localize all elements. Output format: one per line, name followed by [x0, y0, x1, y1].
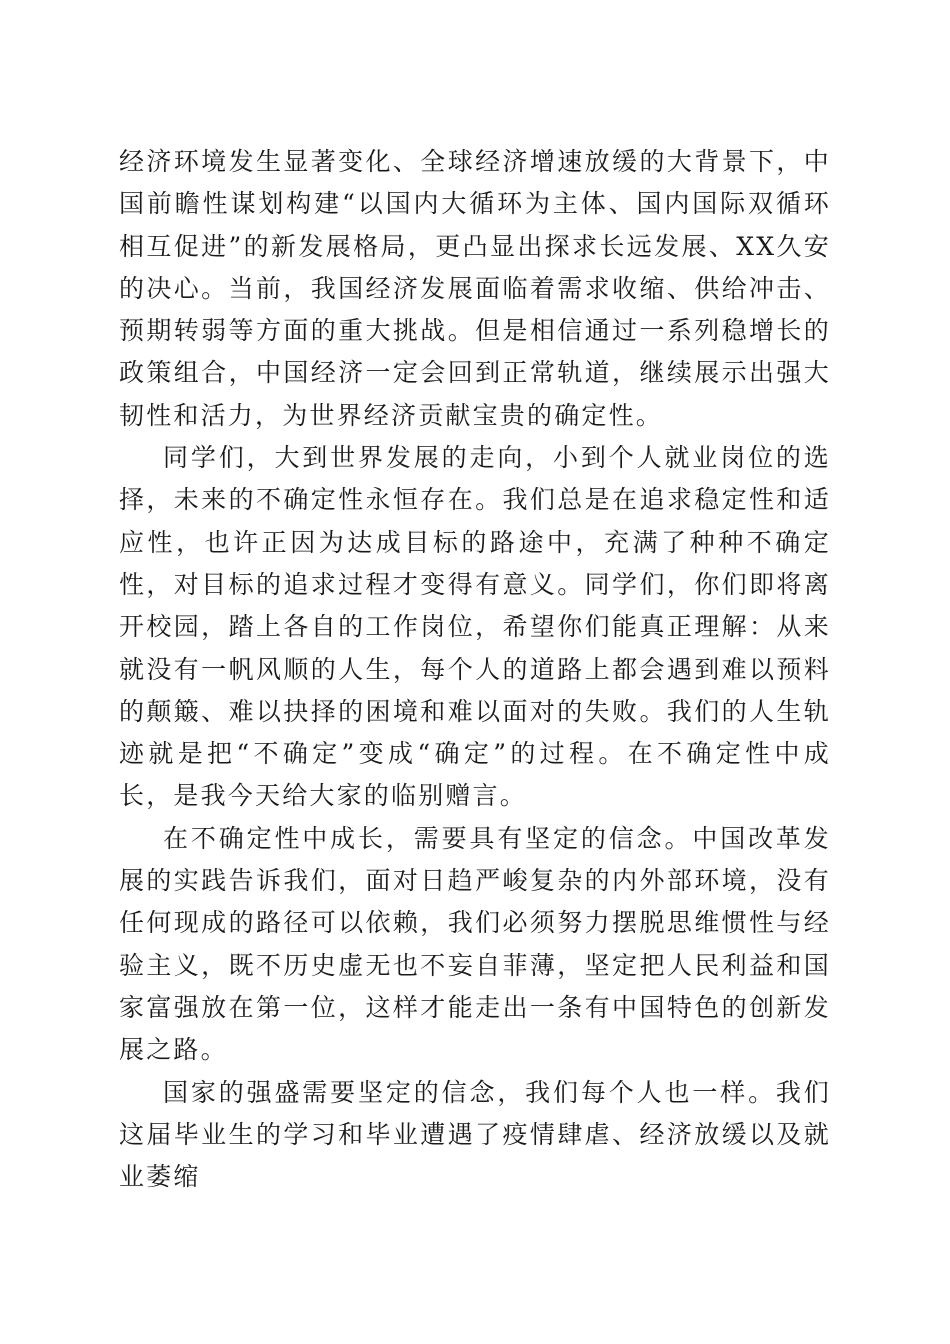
- body-text: [119, 141, 831, 1198]
- paragraph-4: 国家的强盛需要坚定的信念，我们每个人也一样。我们这届毕业生的学习和毕业遭遇了疫情肆虐、经济放缓以及就业萎缩: [119, 1077, 831, 1192]
- paragraph-1: 经济环境发生显著变化、全球经济增速放缓的大背景下，中国前瞻性谋划构建“以国内大循环为主体、国内国际双循环相互促进”的新发展格局，更凸显出探求长远发展、XX久安的决心。当前，我国经济发展面临着需求收缩、供给冲击、预期转弱等方面的重大挑战。但是相信通过一系列稳增长的政策组合，中国经济一定会回到正常轨道，继续展示出强大韧性和活力，为世界经济贡献宝贵的确定性。: [119, 147, 831, 430]
- paragraph-2: 同学们，大到世界发展的走向，小到个人就业岗位的选择，未来的不确定性永恒存在。我们总是在追求稳定性和适应性，也许正因为达成目标的路途中，充满了种种不确定性，对目标的追求过程才变得有意义。同学们，你们即将离开校园，踏上各自的工作岗位，希望你们能真正理解：从来就没有一帆风顺的人生，每个人的道路上都会遇到难以预料的颠簸、难以抉择的困境和难以面对的失败。我们的人生轨迹就是把“不确定”变成“确定”的过程。在不确定性中成长，是我今天给大家的临别赠言。: [119, 443, 831, 811]
- paragraph-3: 在不确定性中成长，需要具有坚定的信念。中国改革发展的实践告诉我们，面对日趋严峻复杂的内外部环境，没有任何现成的路径可以依赖，我们必须努力摆脱思维惯性与经验主义，既不历史虚无也不妄自菲薄，坚定把人民利益和国家富强放在第一位，这样才能走出一条有中国特色的创新发展之路。: [119, 823, 831, 1065]
